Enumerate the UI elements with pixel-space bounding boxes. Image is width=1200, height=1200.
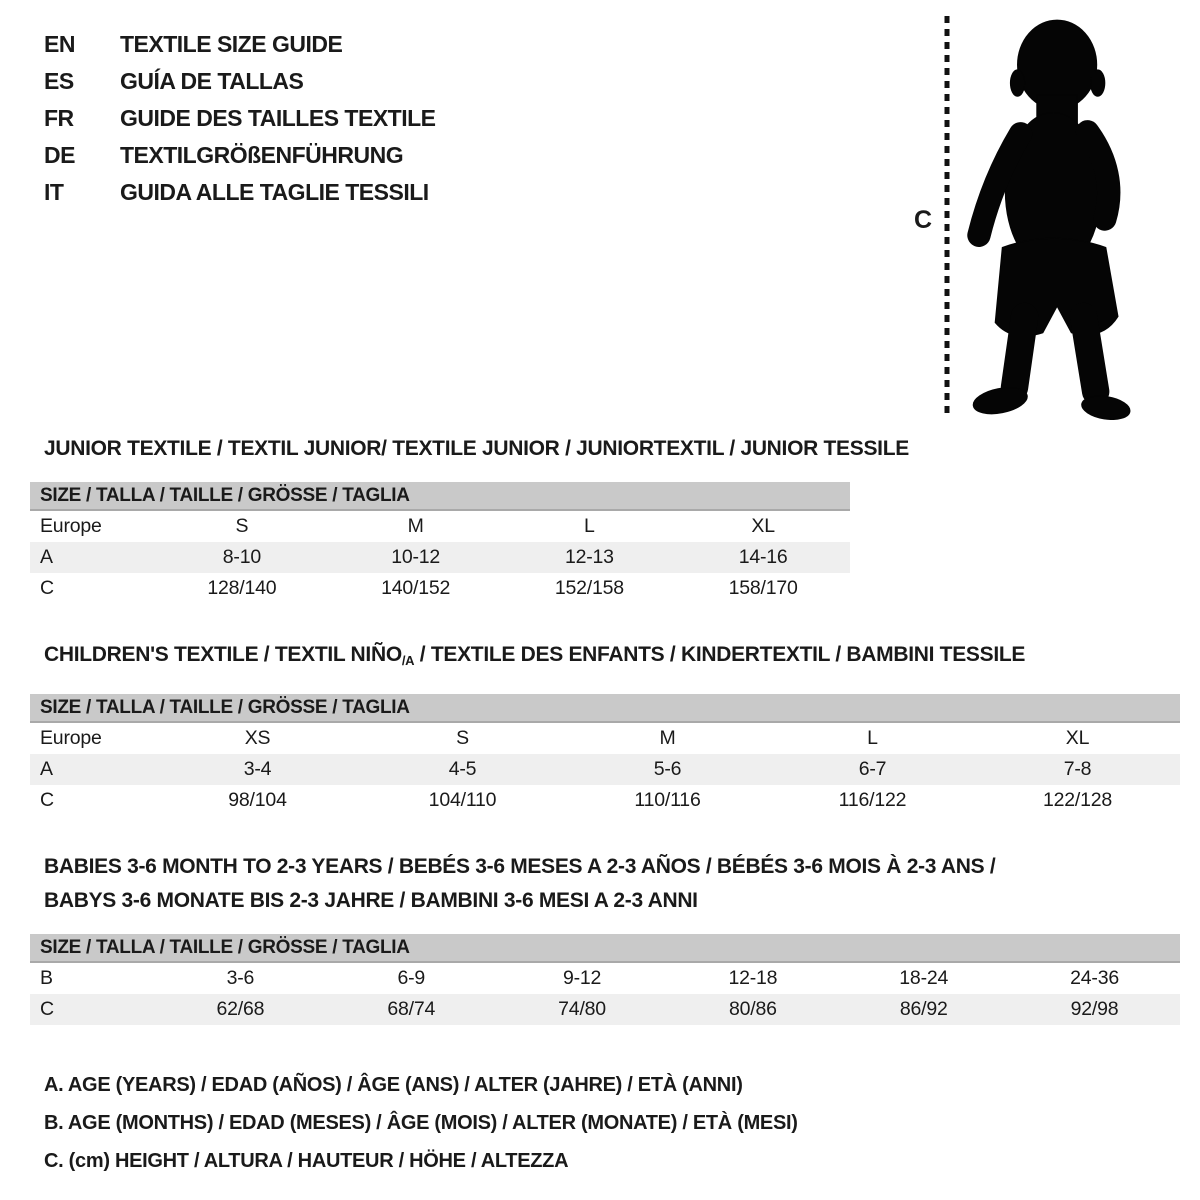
section-title — [30, 850, 1180, 918]
language-row — [44, 63, 436, 100]
table-cell: 86/92 — [899, 998, 948, 1020]
table-cell: 12-18 — [728, 967, 778, 989]
table-row — [30, 542, 850, 573]
legend — [44, 1066, 798, 1180]
section-title-text: BABIES 3-6 MONTH TO 2-3 YEARS / BEBÉS 3-6 MESES A 2-3 AÑOS / BÉBÉS 3-6 MOIS À 2-3 ANS / — [44, 855, 996, 878]
table-row — [30, 754, 1180, 785]
language-code: EN — [44, 31, 75, 57]
height-measure-line — [942, 14, 952, 418]
table-cell: S — [235, 515, 249, 537]
table-cell: 3-4 — [243, 758, 272, 780]
size-table-header: SIZE / TALLA / TAILLE / GRÖSSE / TAGLIA — [30, 482, 850, 511]
size-section — [30, 850, 1180, 1025]
size-table-header: SIZE / TALLA / TAILLE / GRÖSSE / TAGLIA — [30, 934, 1180, 963]
row-label: Europe — [40, 727, 102, 749]
table-cell: 74/80 — [558, 998, 606, 1020]
table-cell: 80/86 — [728, 998, 777, 1020]
table-cell: 158/170 — [728, 577, 798, 599]
table-cell: XS — [244, 727, 271, 749]
table-row — [30, 785, 1180, 816]
row-label: C — [40, 789, 54, 811]
size-table — [30, 482, 850, 604]
table-cell: 4-5 — [448, 758, 477, 780]
table-cell: 8-10 — [222, 546, 261, 568]
table-row — [30, 994, 1180, 1025]
table-cell: 68/74 — [387, 998, 436, 1020]
table-row — [30, 573, 850, 604]
section-title — [30, 432, 1180, 466]
section-title-line — [44, 638, 1180, 678]
table-cell: 92/98 — [1070, 998, 1119, 1020]
row-label: A — [40, 758, 53, 780]
table-cell: 152/158 — [554, 577, 624, 599]
language-list — [44, 26, 436, 211]
height-marker-label: C — [914, 206, 933, 234]
language-label: TEXTILGRÖßENFÜHRUNG — [120, 142, 404, 168]
size-section — [30, 638, 1180, 816]
spacer — [30, 678, 1180, 694]
table-cell: 9-12 — [562, 967, 602, 989]
table-cell: 24-36 — [1070, 967, 1119, 989]
table-cell: 122/128 — [1042, 789, 1113, 811]
row-label: C — [40, 998, 54, 1020]
section-title — [30, 638, 1180, 678]
size-table-header: SIZE / TALLA / TAILLE / GRÖSSE / TAGLIA — [30, 694, 1180, 723]
table-row — [30, 723, 1180, 754]
row-label: Europe — [40, 515, 102, 537]
language-code: DE — [44, 142, 75, 168]
spacer — [30, 466, 1180, 482]
table-cell: 12-13 — [564, 546, 614, 568]
table-cell: 5-6 — [653, 758, 682, 780]
language-label: GUIDA ALLE TAGLIE TESSILI — [120, 179, 429, 205]
table-cell: 104/110 — [428, 789, 497, 811]
table-cell: 128/140 — [207, 577, 277, 599]
table-cell: 98/104 — [228, 789, 287, 811]
size-sections — [30, 432, 1180, 1059]
legend-line: A. AGE (YEARS) / EDAD (AÑOS) / ÂGE (ANS) / ALTER (JAHRE) / ETÀ (ANNI) — [44, 1074, 743, 1096]
table-row — [30, 511, 850, 542]
table-cell: 6-7 — [858, 758, 887, 780]
row-label: C — [40, 577, 54, 599]
table-cell: M — [659, 727, 676, 749]
table-cell: 140/152 — [381, 577, 451, 599]
language-row — [44, 26, 436, 63]
row-label: A — [40, 546, 53, 568]
legend-line: C. (cm) HEIGHT / ALTURA / HAUTEUR / HÖHE / ALTEZZA — [44, 1150, 569, 1172]
table-cell: 14-16 — [738, 546, 788, 568]
language-label: TEXTILE SIZE GUIDE — [120, 31, 343, 57]
table-cell: S — [456, 727, 469, 749]
table-row — [30, 963, 1180, 994]
table-cell: L — [867, 727, 878, 749]
table-cell: 18-24 — [899, 967, 949, 989]
table-cell: 110/116 — [634, 789, 701, 811]
table-cell: 10-12 — [391, 546, 441, 568]
language-label: GUÍA DE TALLAS — [120, 68, 304, 94]
section-title-line — [44, 884, 1180, 918]
table-cell: 6-9 — [397, 967, 426, 989]
size-table — [30, 694, 1180, 816]
language-row — [44, 137, 436, 174]
section-title-text: CHILDREN'S TEXTILE / TEXTIL NIÑO — [44, 643, 402, 666]
spacer — [30, 918, 1180, 934]
table-cell: 3-6 — [226, 967, 255, 989]
table-cell: M — [407, 515, 424, 537]
language-code: IT — [44, 179, 64, 205]
language-code: FR — [44, 105, 74, 131]
table-cell: 116/122 — [838, 789, 907, 811]
section-title-line — [44, 432, 1180, 466]
section-title-text: / TEXTILE DES ENFANTS / KINDERTEXTIL / BAMBINI TESSILE — [414, 643, 1026, 666]
table-cell: XL — [1065, 727, 1090, 749]
toddler-silhouette-icon — [963, 14, 1137, 420]
section-title-text: JUNIOR TEXTILE / TEXTIL JUNIOR/ TEXTILE JUNIOR / JUNIORTEXTIL / JUNIOR TESSILE — [44, 437, 909, 460]
table-cell: 7-8 — [1063, 758, 1092, 780]
table-cell: XL — [751, 515, 775, 537]
height-figure — [900, 0, 1200, 435]
size-table — [30, 934, 1180, 1025]
language-row — [44, 174, 436, 211]
size-section — [30, 432, 1180, 604]
language-code: ES — [44, 68, 74, 94]
section-title-line — [44, 850, 1180, 884]
row-label: B — [40, 967, 53, 989]
table-cell: L — [584, 515, 595, 537]
legend-line: B. AGE (MONTHS) / EDAD (MESES) / ÂGE (MOIS) / ALTER (MONATE) / ETÀ (MESI) — [44, 1112, 798, 1134]
language-label: GUIDE DES TAILLES TEXTILE — [120, 105, 436, 131]
language-row — [44, 100, 436, 137]
section-title-text: BABYS 3-6 MONATE BIS 2-3 JAHRE / BAMBINI 3-6 MESI A 2-3 ANNI — [44, 889, 698, 912]
section-title-text: /A — [401, 653, 415, 668]
table-cell: 62/68 — [216, 998, 265, 1020]
